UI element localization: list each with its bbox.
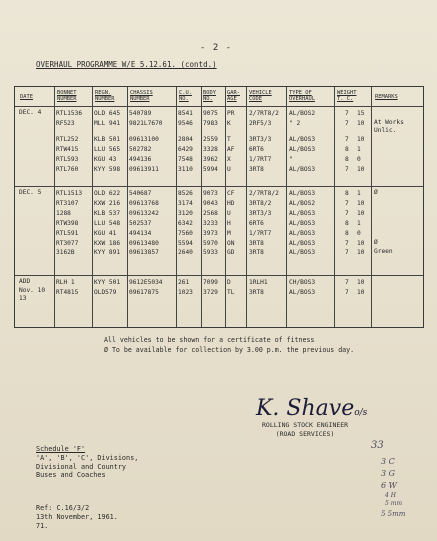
cell-regn-number: KGU 43 bbox=[94, 155, 117, 163]
cell-weight-tons: 7 bbox=[345, 199, 349, 207]
cell-weight-tons: 7 bbox=[345, 165, 349, 173]
handwritten-note: 33 bbox=[371, 440, 384, 451]
cell-garage: CF bbox=[227, 190, 235, 197]
cell-regn-number: KXW 186 bbox=[94, 239, 121, 247]
notes bbox=[104, 336, 404, 356]
cell-cu-number: 3174 bbox=[178, 199, 193, 207]
header-regn: REGN. NUMBER bbox=[95, 90, 115, 103]
cell-bonnet-number: 1288 bbox=[56, 209, 71, 217]
cell-cu-number: 3110 bbox=[178, 165, 193, 173]
cell-weight-cwt: 1 bbox=[357, 219, 361, 227]
cell-chassis-number: 09613768 bbox=[129, 199, 159, 207]
cell-weight-cwt: 10 bbox=[357, 135, 365, 143]
schedule-title: Schedule 'F' bbox=[36, 445, 86, 453]
cell-cu-number: 8526 bbox=[178, 190, 193, 197]
header-cu: C.U. NO. bbox=[179, 90, 192, 103]
cell-body-number: 3973 bbox=[203, 229, 218, 237]
cell-overhaul-type: AL/BOS2 bbox=[289, 199, 316, 207]
cell-regn-number: KYY 501 bbox=[94, 279, 121, 286]
cell-chassis-number: 09613857 bbox=[129, 249, 159, 257]
cell-overhaul-type: CH/BOS3 bbox=[289, 279, 316, 286]
cell-vehicle-code: 3RT8 bbox=[249, 165, 264, 173]
cell-garage: D bbox=[227, 279, 231, 286]
column-divider bbox=[225, 87, 226, 327]
group-date: DEC. 5 bbox=[19, 189, 42, 196]
cell-cu-number: 2804 bbox=[178, 135, 193, 143]
cell-overhaul-type: AL/BOS3 bbox=[289, 190, 316, 197]
cell-overhaul-type: AL/BOS3 bbox=[289, 288, 316, 296]
schedule-line: Divisional and Country bbox=[36, 462, 127, 471]
cell-overhaul-type: " bbox=[289, 155, 293, 163]
handwritten-note: 5 5mm bbox=[381, 510, 406, 518]
cell-bonnet-number: 3162B bbox=[56, 249, 75, 257]
cell-vehicle-code: 6RT6 bbox=[249, 219, 264, 227]
note-line: All vehicles to be shown for a certificate of fitness bbox=[104, 336, 315, 344]
cell-chassis-number: 09613480 bbox=[129, 239, 159, 247]
cell-body-number: 9075 bbox=[203, 110, 218, 117]
column-divider bbox=[246, 87, 247, 327]
cell-regn-number: KXW 216 bbox=[94, 199, 121, 207]
cell-weight-cwt: 10 bbox=[357, 239, 365, 247]
cell-bonnet-number: RT3107 bbox=[56, 199, 79, 207]
cell-vehicle-code: 2/7RT8/2 bbox=[249, 110, 279, 117]
cell-garage: U bbox=[227, 209, 231, 217]
cell-chassis-number: 9612E5034 bbox=[129, 279, 163, 286]
cell-weight-cwt: 10 bbox=[357, 288, 365, 296]
cell-chassis-number: 502537 bbox=[129, 219, 152, 227]
page-number: - 2 - bbox=[200, 43, 233, 53]
note-line: Ø To be available for collection by 3.00 p.m. the previous day. bbox=[104, 346, 355, 354]
cell-cu-number: 8541 bbox=[178, 110, 193, 117]
cell-garage: M bbox=[227, 229, 231, 237]
cell-weight-cwt: 10 bbox=[357, 249, 365, 257]
cell-bonnet-number: RTL591 bbox=[56, 229, 79, 237]
cell-bonnet-number: RT3077 bbox=[56, 239, 79, 247]
overhaul-table bbox=[14, 86, 424, 328]
cell-body-number: 7099 bbox=[203, 279, 218, 286]
cell-bonnet-number: RTL1536 bbox=[56, 110, 83, 117]
cell-chassis-number: 494134 bbox=[129, 229, 152, 237]
cell-bonnet-number: RTL1513 bbox=[56, 190, 83, 197]
signature-suffix: o/s bbox=[354, 408, 368, 418]
cell-garage: HD bbox=[227, 199, 235, 207]
cell-vehicle-code: 3RT3/3 bbox=[249, 209, 272, 217]
cell-cu-number: 7560 bbox=[178, 229, 193, 237]
cell-weight-tons: 7 bbox=[345, 249, 349, 257]
cell-cu-number: 7548 bbox=[178, 155, 193, 163]
cell-regn-number: KYY 891 bbox=[94, 249, 121, 257]
cell-weight-cwt: 0 bbox=[357, 229, 361, 237]
cell-body-number: 3328 bbox=[203, 145, 218, 153]
cell-regn-number: OLD579 bbox=[94, 288, 117, 296]
cell-bonnet-number: RT4815 bbox=[56, 288, 79, 296]
signature-name: K. Shave bbox=[256, 396, 355, 421]
cell-vehicle-code: 2/7RT8/2 bbox=[249, 190, 279, 197]
group-date: DEC. 4 bbox=[19, 109, 42, 116]
handwritten-note: 5 mm bbox=[385, 500, 403, 507]
cell-body-number: 5970 bbox=[203, 239, 218, 247]
cell-weight-tons: 8 bbox=[345, 145, 349, 153]
cell-regn-number: KLB 501 bbox=[94, 135, 121, 143]
cell-weight-tons: 8 bbox=[345, 155, 349, 163]
signature bbox=[256, 396, 367, 421]
handwritten-note: 6 W bbox=[381, 481, 397, 490]
cell-weight-tons: 8 bbox=[345, 229, 349, 237]
cell-body-number: 2559 bbox=[203, 135, 218, 143]
cell-regn-number: KYY 598 bbox=[94, 165, 121, 173]
header-overhaul-type: TYPE OF OVERHAUL bbox=[289, 90, 315, 103]
cell-body-number: 9073 bbox=[203, 190, 218, 197]
cell-overhaul-type: AL/BOS3 bbox=[289, 229, 316, 237]
cell-bonnet-number: RTL760 bbox=[56, 165, 79, 173]
schedule-line: 'A', 'B', 'C', Divisions, bbox=[36, 453, 139, 462]
cell-bonnet-number: RTL593 bbox=[56, 155, 79, 163]
handwritten-note: 3 G bbox=[381, 469, 396, 478]
column-divider bbox=[334, 87, 335, 327]
document-heading: OVERHAUL PROGRAMME W/E 5.12.61. (contd.) bbox=[36, 60, 217, 69]
header-weight: WEIGHT T. C. bbox=[337, 90, 357, 103]
reference-block bbox=[36, 504, 118, 530]
cell-remarks: Green bbox=[374, 248, 393, 256]
ref-line: Ref: C.16/3/2 bbox=[36, 504, 90, 512]
header-chassis: CHASSIS NUMBER bbox=[130, 90, 153, 103]
cell-body-number: 3729 bbox=[203, 288, 218, 296]
cell-body-number: 3233 bbox=[203, 219, 218, 227]
cell-regn-number: KGU 41 bbox=[94, 229, 117, 237]
cell-weight-tons: 7 bbox=[345, 288, 349, 296]
cell-cu-number: 3120 bbox=[178, 209, 193, 217]
cell-overhaul-type: AL/BOS2 bbox=[289, 110, 316, 117]
cell-garage: X bbox=[227, 155, 231, 163]
cell-regn-number: LLU 565 bbox=[94, 145, 121, 153]
cell-cu-number: 6342 bbox=[178, 219, 193, 227]
cell-cu-number: 5594 bbox=[178, 239, 193, 247]
cell-remarks: Ø bbox=[374, 189, 378, 196]
cell-vehicle-code: 6RT6 bbox=[249, 145, 264, 153]
engineer-dept: (ROAD SERVICES) bbox=[275, 430, 335, 438]
cell-cu-number: 6429 bbox=[178, 145, 193, 153]
cell-chassis-number: 494136 bbox=[129, 155, 152, 163]
cell-body-number: 3962 bbox=[203, 155, 218, 163]
cell-chassis-number: 09613100 bbox=[129, 135, 159, 143]
cell-bonnet-number: RTW398 bbox=[56, 219, 79, 227]
ref-code: 71. bbox=[36, 521, 49, 530]
cell-regn-number: OLD 622 bbox=[94, 190, 121, 197]
column-divider bbox=[127, 87, 128, 327]
cell-overhaul-type: AL/BOS3 bbox=[289, 135, 316, 143]
cell-weight-tons: 7 bbox=[345, 209, 349, 217]
cell-weight-tons: 8 bbox=[345, 190, 349, 197]
cell-weight-cwt: 0 bbox=[357, 155, 361, 163]
cell-weight-cwt: 10 bbox=[357, 199, 365, 207]
cell-cu-number: 9546 bbox=[178, 119, 193, 127]
column-divider bbox=[286, 87, 287, 327]
cell-weight-tons: 7 bbox=[345, 135, 349, 143]
cell-chassis-number: 09613242 bbox=[129, 209, 159, 217]
column-divider bbox=[54, 87, 55, 327]
cell-vehicle-code: 1/7RT7 bbox=[249, 229, 272, 237]
cell-weight-cwt: 10 bbox=[357, 209, 365, 217]
cell-weight-cwt: 10 bbox=[357, 279, 365, 286]
cell-cu-number: 261 bbox=[178, 279, 190, 286]
column-divider bbox=[176, 87, 177, 327]
cell-garage: TL bbox=[227, 288, 235, 296]
cell-overhaul-type: AL/BOS3 bbox=[289, 145, 316, 153]
cell-chassis-number: 502782 bbox=[129, 145, 152, 153]
handwritten-note: 3 C bbox=[381, 457, 395, 466]
cell-garage: AF bbox=[227, 145, 235, 153]
row-divider bbox=[15, 275, 423, 276]
schedule-line: Buses and Coaches bbox=[36, 471, 106, 480]
header-remarks: REMARKS bbox=[375, 94, 398, 100]
cell-overhaul-type: AL/BOS3 bbox=[289, 239, 316, 247]
cell-chassis-number: 540687 bbox=[129, 190, 152, 197]
column-divider bbox=[371, 87, 372, 327]
cell-chassis-number: 9821L7670 bbox=[129, 119, 163, 127]
cell-vehicle-code: 3RT8 bbox=[249, 249, 264, 257]
cell-vehicle-code: 1RLH1 bbox=[249, 279, 268, 286]
cell-garage: T bbox=[227, 135, 231, 143]
group-date: ADD Nov. 10 13 bbox=[19, 278, 46, 302]
cell-vehicle-code: 3RT8 bbox=[249, 239, 264, 247]
cell-bonnet-number: RTW415 bbox=[56, 145, 79, 153]
cell-vehicle-code: 3RT8/2 bbox=[249, 199, 272, 207]
cell-overhaul-type: " 2 bbox=[289, 119, 301, 127]
cell-bonnet-number: RLH 1 bbox=[56, 279, 75, 286]
row-divider bbox=[15, 106, 423, 107]
cell-chassis-number: 540789 bbox=[129, 110, 152, 117]
header-vehicle-code: VEHICLE CODE bbox=[249, 90, 272, 103]
cell-overhaul-type: AL/BOS3 bbox=[289, 249, 316, 257]
ref-date: 13th November, 1961. bbox=[36, 512, 118, 521]
cell-body-number: 9043 bbox=[203, 199, 218, 207]
cell-garage: GD bbox=[227, 249, 235, 257]
header-body: BODY NO. bbox=[203, 90, 216, 103]
engineer-block bbox=[262, 421, 348, 439]
cell-weight-cwt: 1 bbox=[357, 145, 361, 153]
handwritten-note: 4 H bbox=[385, 492, 396, 499]
cell-regn-number: MLL 941 bbox=[94, 119, 121, 127]
cell-overhaul-type: AL/BOS3 bbox=[289, 209, 316, 217]
row-divider bbox=[15, 186, 423, 187]
cell-cu-number: 1023 bbox=[178, 288, 193, 296]
cell-body-number: 2568 bbox=[203, 209, 218, 217]
cell-garage: U bbox=[227, 165, 231, 173]
cell-weight-cwt: 10 bbox=[357, 165, 365, 173]
cell-regn-number: OLD 645 bbox=[94, 110, 121, 117]
column-divider bbox=[201, 87, 202, 327]
cell-weight-tons: 7 bbox=[345, 279, 349, 286]
cell-garage: PR bbox=[227, 110, 235, 117]
cell-body-number: 5933 bbox=[203, 249, 218, 257]
cell-vehicle-code: 3RT8 bbox=[249, 288, 264, 296]
header-bonnet: BONNET NUMBER bbox=[57, 90, 77, 103]
cell-regn-number: LLU 548 bbox=[94, 219, 121, 227]
cell-weight-cwt: 10 bbox=[357, 119, 365, 127]
cell-body-number: 7983 bbox=[203, 119, 218, 127]
cell-cu-number: 2640 bbox=[178, 249, 193, 257]
cell-chassis-number: 09613911 bbox=[129, 165, 159, 173]
cell-vehicle-code: 2RF5/3 bbox=[249, 119, 272, 127]
cell-garage: K bbox=[227, 119, 231, 127]
header-garage: GAR- AGE bbox=[227, 90, 240, 103]
schedule-block bbox=[36, 445, 138, 480]
cell-weight-cwt: 1 bbox=[357, 190, 361, 197]
cell-overhaul-type: AL/BOS3 bbox=[289, 165, 316, 173]
cell-chassis-number: 09617875 bbox=[129, 288, 159, 296]
header-date: DATE bbox=[20, 94, 33, 100]
cell-overhaul-type: AL/BOS3 bbox=[289, 219, 316, 227]
cell-vehicle-code: 3RT3/3 bbox=[249, 135, 272, 143]
cell-weight-cwt: 15 bbox=[357, 110, 365, 117]
cell-garage: H bbox=[227, 219, 231, 227]
cell-remarks: At Works Unlic. bbox=[374, 118, 408, 134]
engineer-title: ROLLING STOCK ENGINEER bbox=[262, 421, 349, 429]
cell-vehicle-code: 1/7RT7 bbox=[249, 155, 272, 163]
cell-weight-tons: 7 bbox=[345, 110, 349, 117]
cell-regn-number: KLB 537 bbox=[94, 209, 121, 217]
cell-bonnet-number: RF523 bbox=[56, 119, 75, 127]
cell-weight-tons: 8 bbox=[345, 219, 349, 227]
cell-garage: ON bbox=[227, 239, 235, 247]
cell-remarks: Ø bbox=[374, 238, 378, 246]
cell-weight-tons: 7 bbox=[345, 119, 349, 127]
cell-bonnet-number: RTL252 bbox=[56, 135, 79, 143]
cell-weight-tons: 7 bbox=[345, 239, 349, 247]
cell-body-number: 5994 bbox=[203, 165, 218, 173]
column-divider bbox=[92, 87, 93, 327]
